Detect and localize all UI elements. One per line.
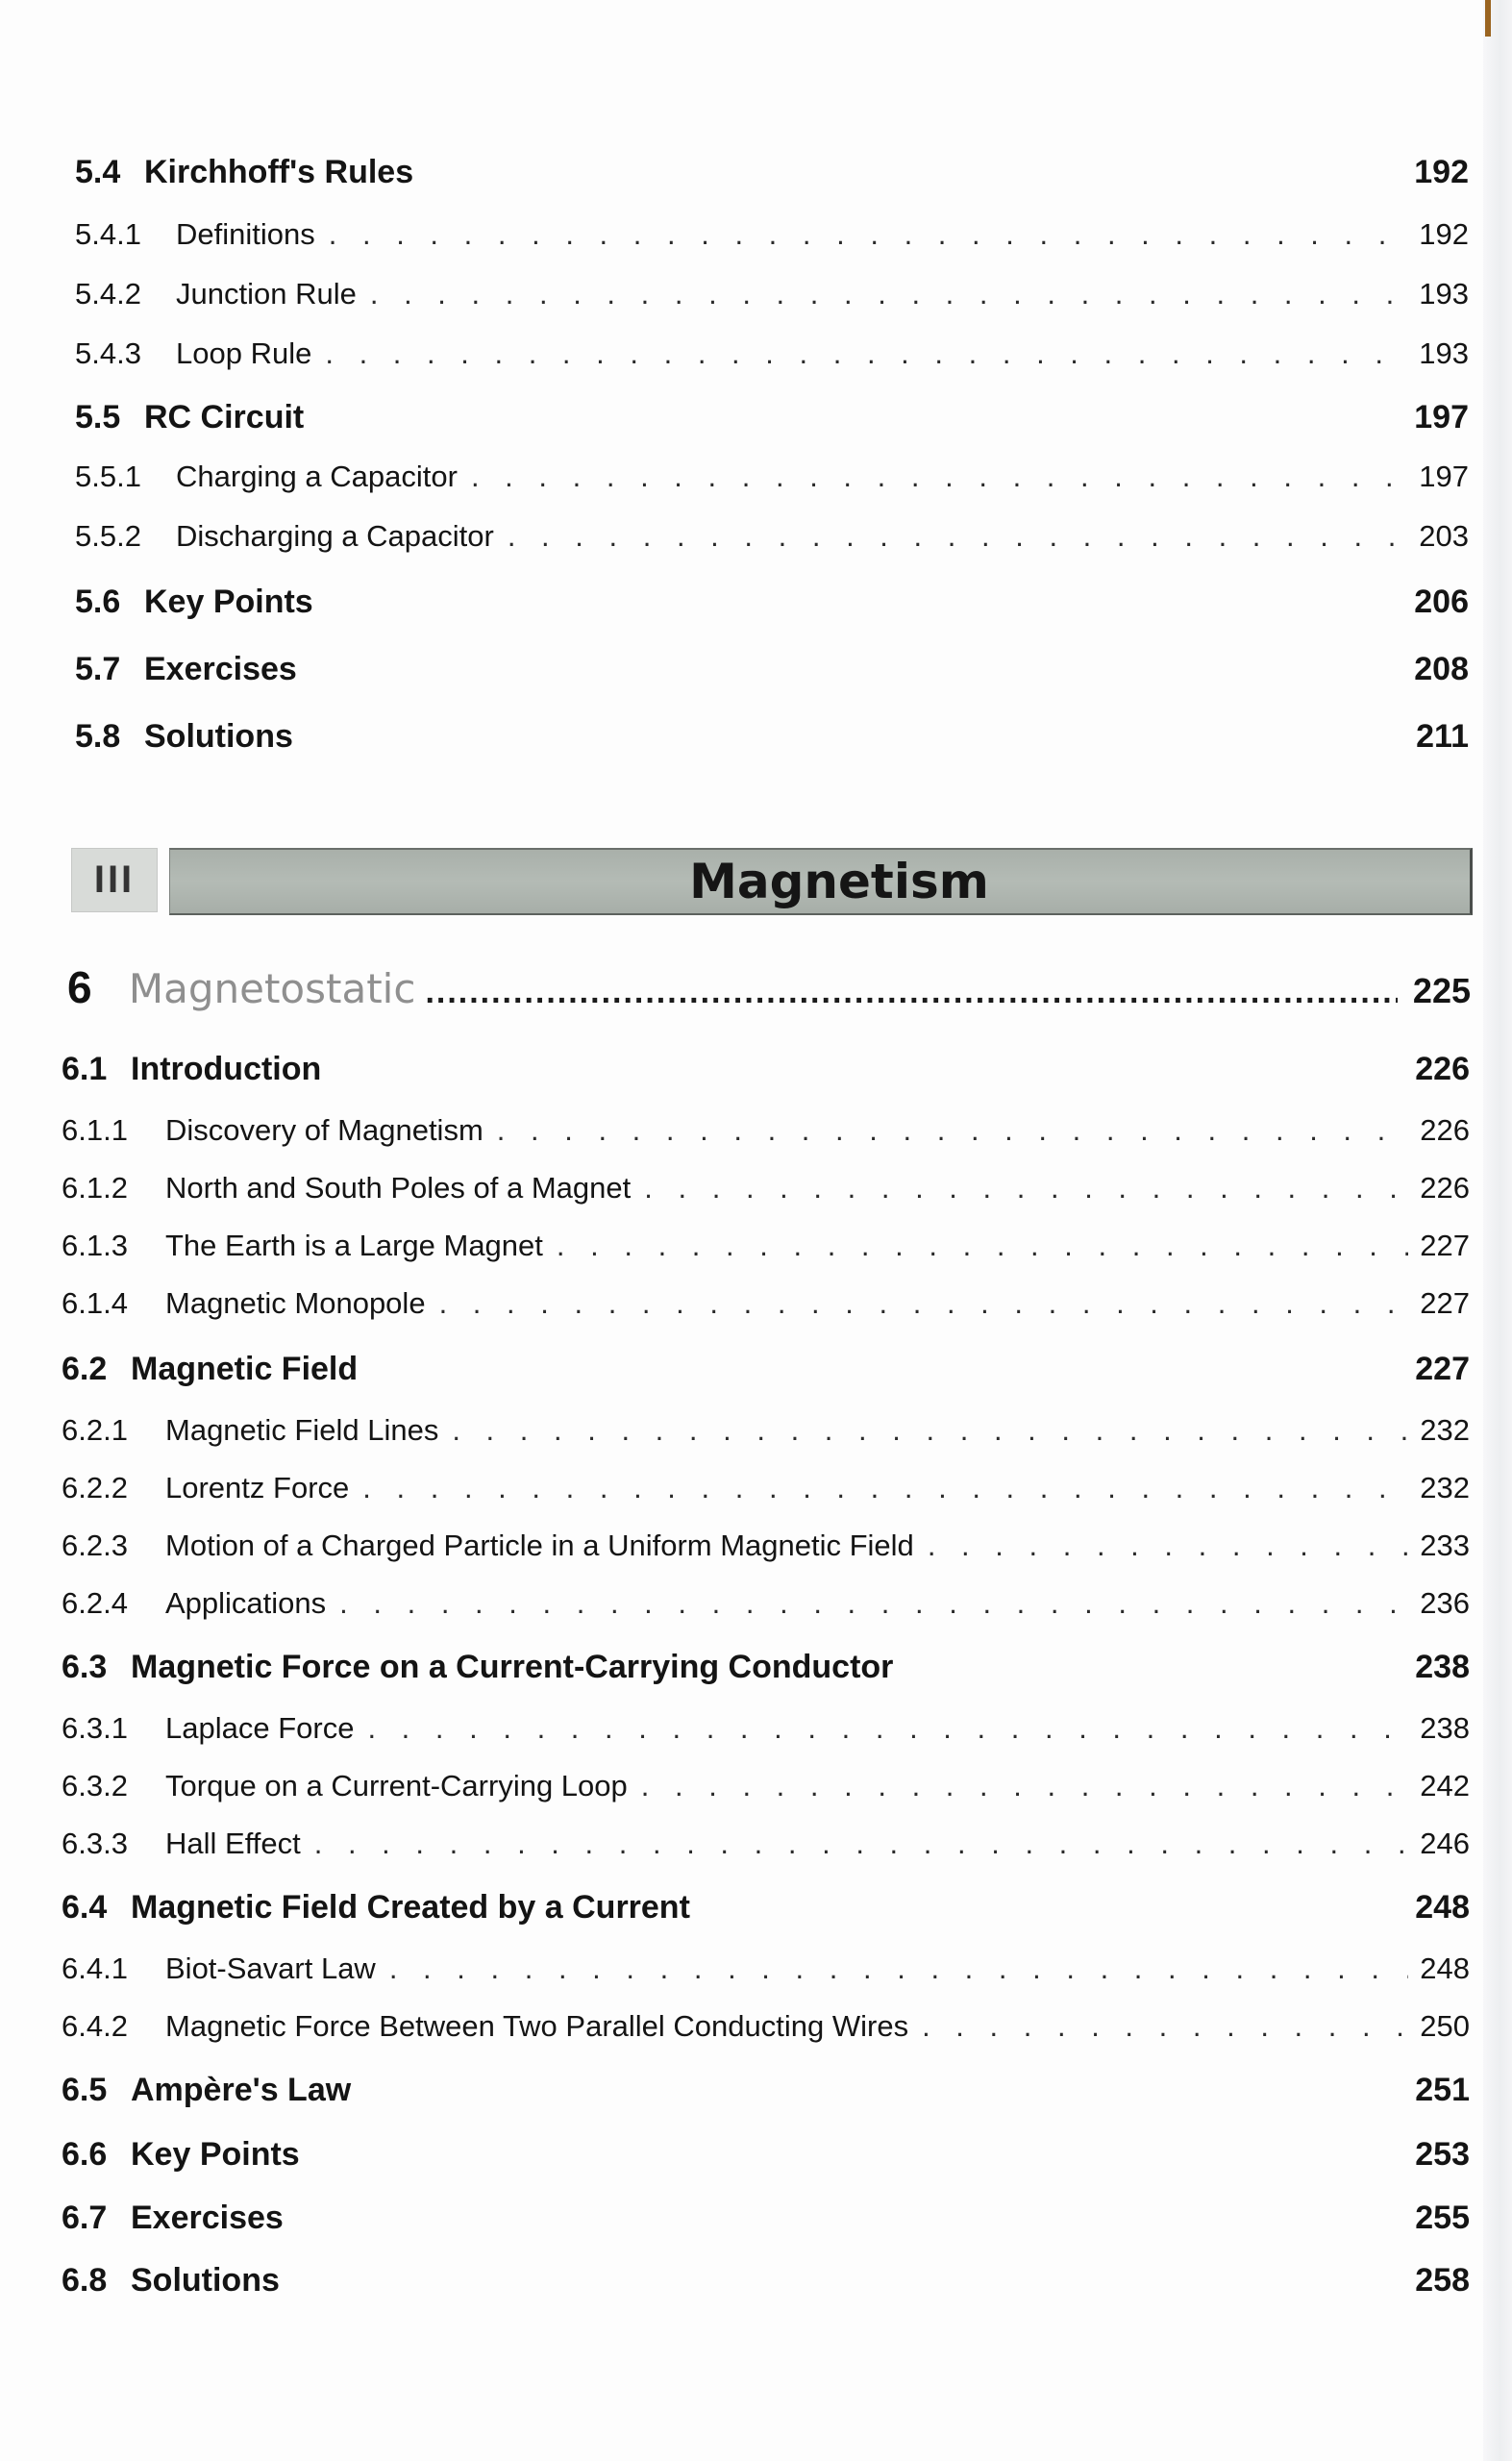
entry-title: Junction Rule (176, 277, 357, 311)
chapter-number: 6 (67, 962, 92, 1012)
toc-subsection-entry[interactable] (62, 1769, 1470, 1803)
toc-section-entry[interactable] (75, 399, 1469, 436)
entry-title: Motion of a Charged Particle in a Uniform Magnetic Field (165, 1529, 914, 1562)
entry-title: Hall Effect (165, 1827, 301, 1860)
entry-number: 6.4.2 (62, 2009, 128, 2043)
entry-page-number: 211 (1416, 718, 1469, 755)
toc-section-entry[interactable] (62, 1649, 1470, 1686)
entry-page-number: 192 (1414, 154, 1469, 190)
dot-leader (471, 460, 1407, 494)
entry-title: Introduction (131, 1051, 322, 1087)
toc-subsection-entry[interactable] (62, 1413, 1470, 1448)
toc-subsection-entry[interactable] (62, 1171, 1470, 1206)
entry-number: 6.1.2 (62, 1171, 128, 1205)
entry-page-number: 226 (1420, 1113, 1470, 1147)
toc-section-entry[interactable] (75, 718, 1469, 756)
part-banner (169, 848, 1473, 915)
entry-page-number: 193 (1419, 277, 1469, 311)
entry-title: Torque on a Current-Carrying Loop (165, 1769, 628, 1802)
entry-title: Solutions (144, 718, 293, 755)
entry-page-number: 258 (1415, 2262, 1470, 2299)
dot-leader (439, 1286, 1409, 1321)
entry-title: Magnetic Force on a Current-Carrying Conductor (131, 1649, 894, 1685)
entry-number: 6.2.1 (62, 1413, 128, 1447)
entry-number: 6.8 (62, 2262, 108, 2299)
entry-page-number: 193 (1419, 336, 1469, 370)
entry-number: 5.4.2 (75, 277, 141, 311)
entry-page-number: 233 (1420, 1529, 1470, 1562)
entry-page-number: 232 (1420, 1471, 1470, 1504)
entry-title: Magnetic Monopole (165, 1286, 426, 1320)
entry-number: 5.7 (75, 651, 121, 687)
dot-leader (928, 1529, 1408, 1563)
entry-number: 6.2.2 (62, 1471, 128, 1504)
entry-number: 6.5 (62, 2072, 108, 2108)
entry-page-number: 253 (1415, 2136, 1470, 2173)
entry-title: Loop Rule (176, 336, 312, 370)
dot-leader (314, 1827, 1409, 1861)
toc-subsection-entry[interactable] (62, 1951, 1470, 1986)
chapter-page-number: 225 (1412, 971, 1471, 1010)
dot-leader (641, 1769, 1409, 1803)
dot-leader (452, 1413, 1408, 1448)
part-number-box (71, 848, 158, 912)
dot-leader (497, 1113, 1408, 1148)
entry-title: Magnetic Field Lines (165, 1413, 439, 1447)
toc-subsection-entry[interactable] (62, 1827, 1470, 1861)
entry-page-number: 203 (1419, 519, 1469, 553)
entry-page-number: 206 (1414, 584, 1469, 620)
dot-leader (508, 519, 1407, 554)
dot-leader (367, 1711, 1408, 1746)
bookmark-ribbon (1485, 0, 1491, 37)
entry-number: 5.4.1 (75, 217, 141, 251)
entry-number: 5.5.2 (75, 519, 141, 553)
toc-chapter-entry[interactable] (67, 961, 1471, 1013)
entry-page-number: 197 (1414, 399, 1469, 435)
entry-page-number: 255 (1415, 2200, 1470, 2236)
toc-section-entry[interactable] (62, 2072, 1470, 2109)
toc-section-entry[interactable] (62, 2136, 1470, 2174)
part-title: Magnetism (689, 854, 989, 909)
toc-subsection-entry[interactable] (62, 2009, 1470, 2044)
entry-title: Discharging a Capacitor (176, 519, 494, 553)
entry-number: 6.6 (62, 2136, 108, 2173)
entry-page-number: 227 (1420, 1229, 1470, 1262)
toc-section-entry[interactable] (62, 1051, 1470, 1088)
part-number: III (93, 858, 136, 901)
entry-title: Laplace Force (165, 1711, 355, 1745)
entry-title: RC Circuit (144, 399, 305, 435)
entry-number: 6.3 (62, 1649, 108, 1685)
entry-page-number: 208 (1414, 651, 1469, 687)
toc-subsection-entry[interactable] (75, 217, 1469, 252)
entry-number: 6.3.2 (62, 1769, 128, 1802)
entry-page-number: 248 (1415, 1889, 1470, 1926)
entry-page-number: 251 (1415, 2072, 1470, 2108)
toc-subsection-entry[interactable] (62, 1586, 1470, 1621)
entry-number: 6.2 (62, 1351, 108, 1387)
entry-page-number: 232 (1420, 1413, 1470, 1447)
page-edge-shadow (1483, 0, 1512, 2461)
entry-title: Magnetic Force Between Two Parallel Conducting Wires (165, 2009, 909, 2043)
entry-title: Discovery of Magnetism (165, 1113, 483, 1147)
entry-page-number: 238 (1420, 1711, 1470, 1745)
toc-section-entry[interactable] (75, 154, 1469, 191)
entry-number: 6.1.4 (62, 1286, 128, 1320)
entry-number: 5.6 (75, 584, 121, 620)
toc-subsection-entry[interactable] (62, 1229, 1470, 1263)
entry-number: 6.1 (62, 1051, 108, 1087)
entry-number: 5.4 (75, 154, 121, 190)
dot-leader (644, 1171, 1408, 1206)
entry-title: Magnetic Field Created by a Current (131, 1889, 690, 1926)
dot-leader (557, 1229, 1408, 1263)
entry-page-number: 248 (1420, 1951, 1470, 1985)
entry-number: 6.3.1 (62, 1711, 128, 1745)
entry-number: 6.4.1 (62, 1951, 128, 1985)
toc-subsection-entry[interactable] (62, 1113, 1470, 1148)
entry-number: 6.1.3 (62, 1229, 128, 1262)
entry-title: Key Points (131, 2136, 300, 2173)
toc-subsection-entry[interactable] (75, 519, 1469, 554)
entry-title: Definitions (176, 217, 315, 251)
toc-section-entry[interactable] (75, 651, 1469, 688)
entry-number: 5.8 (75, 718, 121, 755)
entry-page-number: 250 (1420, 2009, 1470, 2043)
entry-number: 6.7 (62, 2200, 108, 2236)
entry-title: Key Points (144, 584, 313, 620)
toc-section-entry[interactable] (75, 584, 1469, 621)
entry-page-number: 226 (1420, 1171, 1470, 1205)
entry-title: The Earth is a Large Magnet (165, 1229, 543, 1262)
entry-number: 6.1.1 (62, 1113, 128, 1147)
toc-subsection-entry[interactable] (62, 1471, 1470, 1505)
dot-leader (325, 336, 1407, 371)
entry-number: 6.3.3 (62, 1827, 128, 1860)
entry-page-number: 197 (1419, 460, 1469, 493)
entry-number: 6.2.4 (62, 1586, 128, 1620)
toc-section-entry[interactable] (62, 1351, 1470, 1388)
entry-page-number: 192 (1419, 217, 1469, 251)
entry-page-number: 236 (1420, 1586, 1470, 1620)
entry-title: Exercises (131, 2200, 284, 2236)
entry-title: Magnetic Field (131, 1351, 359, 1387)
toc-section-entry[interactable] (62, 2262, 1470, 2299)
entry-title: Exercises (144, 651, 297, 687)
entry-title: Kirchhoff's Rules (144, 154, 414, 190)
chapter-title: Magnetostatic (128, 965, 416, 1012)
entry-title: Applications (165, 1586, 327, 1620)
entry-number: 6.4 (62, 1889, 108, 1926)
dot-leader (922, 2009, 1408, 2044)
entry-title: Ampère's Law (131, 2072, 352, 2108)
toc-subsection-entry[interactable] (62, 1711, 1470, 1746)
entry-number: 5.4.3 (75, 336, 141, 370)
entry-page-number: 227 (1420, 1286, 1470, 1320)
toc-subsection-entry[interactable] (62, 1529, 1470, 1563)
dot-leader (370, 277, 1407, 311)
toc-subsection-entry[interactable] (75, 460, 1469, 494)
entry-number: 5.5.1 (75, 460, 141, 493)
entry-page-number: 242 (1420, 1769, 1470, 1802)
dot-leader (329, 217, 1408, 252)
toc-subsection-entry[interactable] (75, 336, 1469, 371)
toc-subsection-entry[interactable] (75, 277, 1469, 311)
entry-page-number: 226 (1415, 1051, 1470, 1087)
toc-section-entry[interactable] (62, 2200, 1470, 2237)
entry-page-number: 238 (1415, 1649, 1470, 1685)
dot-leader (362, 1471, 1408, 1505)
toc-subsection-entry[interactable] (62, 1286, 1470, 1321)
entry-title: Solutions (131, 2262, 280, 2299)
entry-number: 5.5 (75, 399, 121, 435)
dot-leader (339, 1586, 1408, 1621)
dot-leader (389, 1951, 1408, 1986)
dot-leader (425, 974, 1397, 1011)
entry-page-number: 227 (1415, 1351, 1470, 1387)
entry-title: Biot-Savart Law (165, 1951, 376, 1985)
entry-title: Lorentz Force (165, 1471, 350, 1504)
entry-number: 6.2.3 (62, 1529, 128, 1562)
toc-section-entry[interactable] (62, 1889, 1470, 1927)
entry-title: Charging a Capacitor (176, 460, 458, 493)
entry-title: North and South Poles of a Magnet (165, 1171, 632, 1205)
entry-page-number: 246 (1420, 1827, 1470, 1860)
